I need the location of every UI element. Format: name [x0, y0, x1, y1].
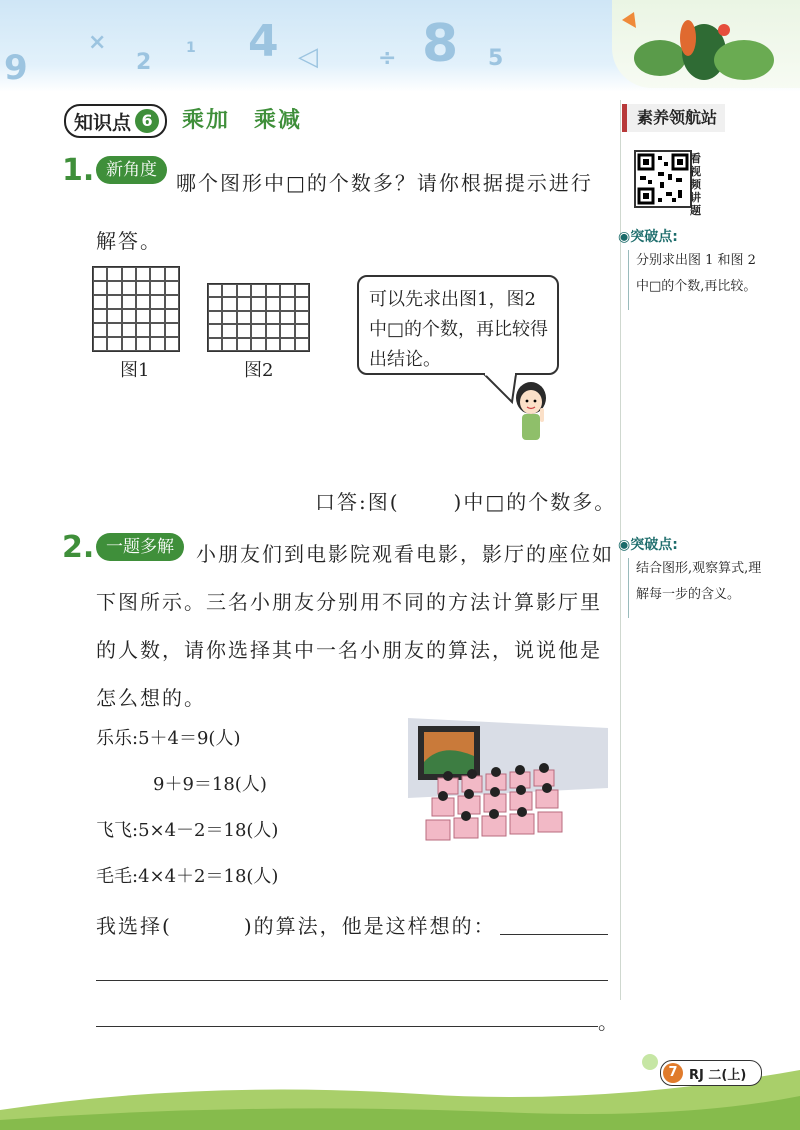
deco-digit: 5 [488, 46, 504, 71]
deco-digit: 9 [4, 48, 28, 88]
grid-cell [280, 338, 294, 351]
grid-cell [237, 311, 251, 324]
question-number: 2. [62, 530, 95, 565]
breakthrough-label-text: 突破点: [630, 229, 678, 245]
grid-cell [266, 338, 280, 351]
breakthrough-text: 结合图形,观察算式,理解每一步的含义。 [636, 561, 762, 602]
grid-cell [237, 297, 251, 310]
hint-speech-bubble: 可以先求出图1，图2中□的个数，再比较得出结论。 [357, 275, 559, 375]
grid-cell [208, 338, 222, 351]
breakthrough-rule [628, 558, 629, 618]
deco-digit: 1 [186, 40, 196, 56]
method-maomao: 毛毛:4×4＋2＝18(人) [96, 866, 279, 887]
end-mark: 。 [598, 1010, 620, 1034]
grid-cell [237, 284, 251, 297]
grid-cell [122, 309, 136, 323]
dot-icon: ◉ [618, 229, 631, 245]
grid-cell [295, 338, 309, 351]
grid-cell [107, 267, 121, 281]
grid-cell [295, 284, 309, 297]
knowledge-point-title: 乘加 乘减 [182, 108, 303, 133]
grid-cell [150, 295, 164, 309]
grid-cell [280, 284, 294, 297]
page-number: 7 [663, 1063, 683, 1083]
choice-line [96, 910, 496, 939]
grid-cell [165, 267, 179, 281]
grid-cell [93, 295, 107, 309]
deco-digit: 8 [422, 14, 459, 74]
figure-1-grid [92, 266, 180, 352]
knowledge-point-badge [64, 104, 167, 138]
answer-underline[interactable] [96, 1026, 598, 1027]
grid-cell [251, 324, 265, 337]
grid-cell [266, 297, 280, 310]
question-tag: 新角度 [96, 156, 167, 184]
grid-cell [136, 295, 150, 309]
grid-cell [150, 337, 164, 351]
grid-cell [222, 297, 236, 310]
grid-cell [93, 281, 107, 295]
grid-cell [295, 311, 309, 324]
cinema-illustration [408, 718, 608, 848]
question-prompt: 哪个图形中□的个数多？请你根据提示进行解答。 [96, 171, 593, 253]
deco-digit: 2 [136, 50, 152, 75]
grid-cell [251, 284, 265, 297]
leaf-decoration [612, 0, 800, 88]
answer-underline[interactable] [96, 980, 608, 981]
grid-cell [208, 297, 222, 310]
grid-cell [208, 311, 222, 324]
grid-cell [122, 281, 136, 295]
grid-cell [136, 267, 150, 281]
answer-underline[interactable] [500, 934, 608, 935]
breakthrough-text: 分别求出图 1 和图 2 中□的个数,再比较。 [636, 253, 757, 294]
grid-cell [93, 267, 107, 281]
grid-cell [266, 311, 280, 324]
figure-2-grid [207, 283, 310, 352]
answer-prefix: 口答:图( [315, 490, 400, 514]
deco-symbol: ◁ [298, 42, 318, 72]
grid-cell [122, 267, 136, 281]
grid-cell [165, 295, 179, 309]
question-number: 1. [62, 153, 95, 188]
grid-cell [208, 284, 222, 297]
page-number-box [660, 1060, 762, 1086]
grid-cell [266, 324, 280, 337]
grid-cell [222, 324, 236, 337]
grid-cell [165, 323, 179, 337]
grid-cell [251, 311, 265, 324]
grid-cell [93, 337, 107, 351]
method-lele-step2: 9＋9＝18(人) [153, 774, 267, 795]
grid-cell [165, 337, 179, 351]
grid-cell [266, 284, 280, 297]
grid-cell [107, 295, 121, 309]
answer-suffix: )中□的个数多。 [453, 490, 617, 514]
grid-cell [237, 324, 251, 337]
method-feifei: 飞飞:5×4－2＝18(人) [96, 820, 279, 841]
qr-caption: 看视频讲题 [690, 152, 701, 217]
deco-digit: 4 [248, 16, 279, 67]
grid-cell [107, 337, 121, 351]
qr-code[interactable] [634, 150, 692, 208]
grid-cell [93, 309, 107, 323]
grid-cell [150, 323, 164, 337]
edition-label: RJ 二(上) [689, 1067, 747, 1083]
grid-cell [280, 324, 294, 337]
grid-cell [122, 295, 136, 309]
grid-cell [150, 267, 164, 281]
deco-symbol: ÷ [378, 46, 397, 71]
sidebar-title: 素养领航站 [622, 104, 725, 132]
choice-suffix: )的算法，他是这样想的： [243, 914, 496, 938]
method-lele: 乐乐:5＋4＝9(人) [96, 728, 241, 749]
grid-cell [251, 338, 265, 351]
grid-cell [107, 323, 121, 337]
grid-cell [295, 297, 309, 310]
girl-illustration [510, 378, 552, 442]
grid-cell [136, 281, 150, 295]
grid-cell [122, 337, 136, 351]
grid-cell [93, 323, 107, 337]
grid-cell [222, 311, 236, 324]
breakthrough-label [618, 226, 678, 246]
breakthrough-rule [628, 250, 629, 310]
grid-cell [251, 297, 265, 310]
grid-cell [237, 338, 251, 351]
grid-cell [150, 309, 164, 323]
figure-2-caption: 图2 [244, 360, 274, 381]
question-tag: 一题多解 [96, 533, 184, 561]
breakthrough-label [618, 534, 678, 554]
figure-1-caption: 图1 [120, 360, 150, 381]
knowledge-point-number: 6 [135, 109, 159, 133]
deco-symbol: × [88, 30, 107, 55]
grid-cell [280, 311, 294, 324]
grid-cell [222, 284, 236, 297]
choice-prefix: 我选择( [96, 914, 172, 938]
grid-cell [208, 324, 222, 337]
grid-cell [122, 323, 136, 337]
grid-cell [165, 281, 179, 295]
grid-cell [280, 297, 294, 310]
question-prompt: 小朋友们到电影院观看电影，影厅的座位如下图所示。三名小朋友分别用不同的方法计算影厅里的人数，请你选择其中一名小朋友的算法，说说他是怎么想的。 [96, 542, 614, 710]
grid-cell [136, 309, 150, 323]
knowledge-point-label: 知识点 [74, 111, 132, 134]
grid-cell [222, 338, 236, 351]
grid-cell [295, 324, 309, 337]
grid-cell [165, 309, 179, 323]
grid-cell [136, 323, 150, 337]
grid-cell [107, 309, 121, 323]
grid-cell [107, 281, 121, 295]
q1-answer-line [315, 486, 616, 515]
grid-cell [150, 281, 164, 295]
dot-icon: ◉ [618, 537, 631, 553]
grid-cell [136, 337, 150, 351]
breakthrough-label-text: 突破点: [630, 537, 678, 553]
